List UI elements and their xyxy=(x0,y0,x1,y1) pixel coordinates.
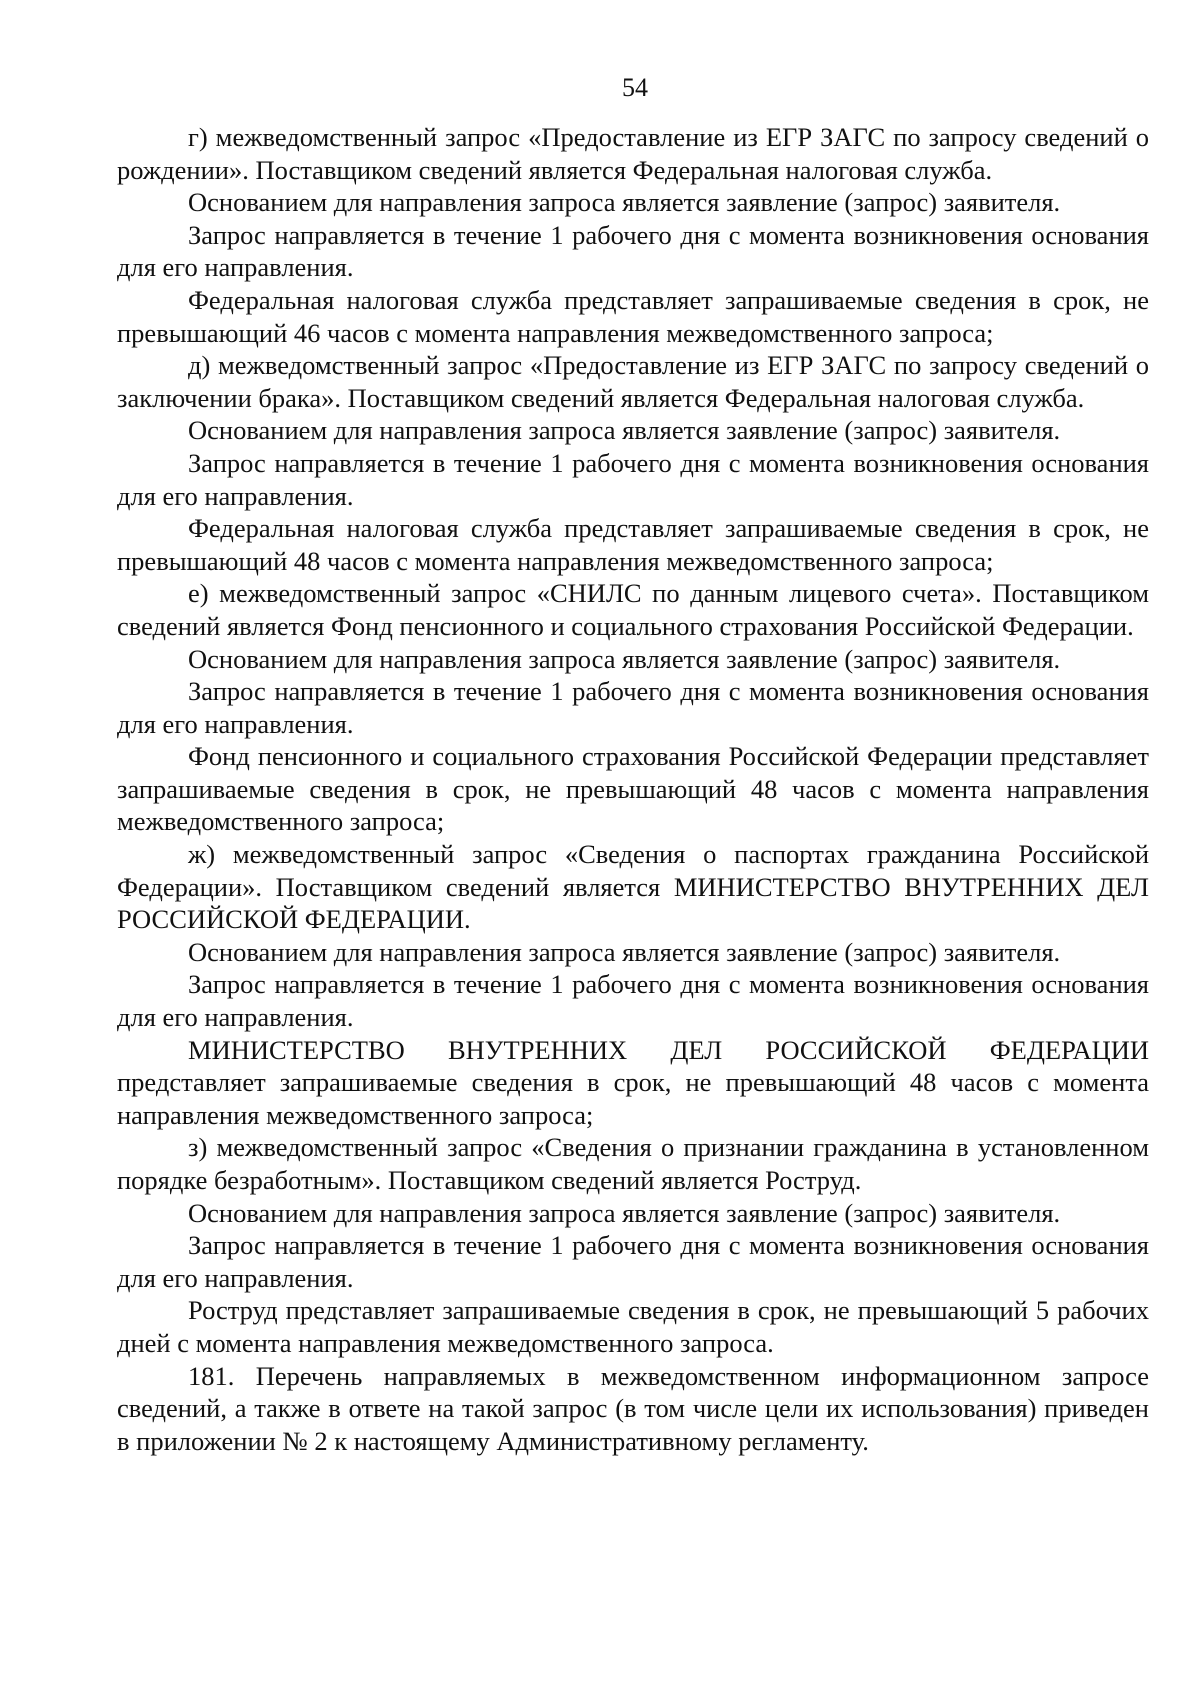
paragraph-basis: Основанием для направления запроса является заявление (запрос) заявителя. xyxy=(188,936,1061,967)
paragraph-response: Роструд представляет запрашиваемые сведения в срок, не превышающий 5 рабочих дней с момента направления межведомственного запроса. xyxy=(117,1295,1149,1358)
paragraph-basis: Основанием для направления запроса является заявление (запрос) заявителя. xyxy=(188,643,1061,674)
paragraph-181: 181. Перечень направляемых в межведомственном информационном запросе сведений, а также в ответе на такой запрос (в том числе цели их использования) приведен в приложении № 2 к настоящему Административному регламенту. xyxy=(117,1360,1149,1456)
paragraph-request-g: г) межведомственный запрос «Предоставление из ЕГР ЗАГС по запросу сведений о рождении». Поставщиком сведений является Федеральная налоговая служба. xyxy=(117,122,1149,185)
paragraph-basis: Основанием для направления запроса является заявление (запрос) заявителя. xyxy=(188,187,1061,218)
paragraph-timing: Запрос направляется в течение 1 рабочего дня с момента возникновения основания для его направления. xyxy=(117,676,1149,739)
paragraph-response: МИНИСТЕРСТВО ВНУТРЕННИХ ДЕЛ РОССИЙСКОЙ ФЕДЕРАЦИИ представляет запрашиваемые сведения в срок, не превышающий 48 часов с момента направления межведомственного запроса; xyxy=(117,1034,1149,1130)
paragraph-request-zh: ж) межведомственный запрос «Сведения о паспортах гражданина Российской Федерации». Поставщиком сведений является МИНИСТЕРСТВО ВНУТРЕННИХ ДЕЛ РОССИЙСКОЙ ФЕДЕРАЦИИ. xyxy=(117,839,1149,935)
paragraph-request-e: е) межведомственный запрос «СНИЛС по данным лицевого счета». Поставщиком сведений является Фонд пенсионного и социального страхования Российской Федерации. xyxy=(117,578,1149,641)
paragraph-timing: Запрос направляется в течение 1 рабочего дня с момента возникновения основания для его направления. xyxy=(117,219,1149,283)
paragraph-request-z: з) межведомственный запрос «Сведения о признании гражданина в установленном порядке безработным». Поставщиком сведений является Роструд. xyxy=(117,1132,1149,1195)
paragraph-basis: Основанием для направления запроса является заявление (запрос) заявителя. xyxy=(188,415,1061,446)
paragraph-response: Фонд пенсионного и социального страхования Российской Федерации представляет запрашиваемые сведения в срок, не превышающий 48 часов с момента направления межведомственного запроса; xyxy=(117,741,1149,837)
paragraph-basis: Основанием для направления запроса является заявление (запрос) заявителя. xyxy=(188,1197,1061,1228)
paragraph-timing: Запрос направляется в течение 1 рабочего дня с момента возникновения основания для его направления. xyxy=(117,1230,1149,1293)
paragraph-request-d: д) межведомственный запрос «Предоставление из ЕГР ЗАГС по запросу сведений о заключении брака». Поставщиком сведений является Федеральная налоговая служба. xyxy=(117,350,1149,413)
paragraph-timing: Запрос направляется в течение 1 рабочего дня с момента возникновения основания для его направления. xyxy=(117,447,1149,511)
paragraph-response: Федеральная налоговая служба представляет запрашиваемые сведения в срок, не превышающий 48 часов с момента направления межведомственного запроса; xyxy=(117,513,1149,576)
paragraph-timing: Запрос направляется в течение 1 рабочего дня с момента возникновения основания для его направления. xyxy=(117,969,1149,1033)
page-number: 54 xyxy=(622,73,648,102)
paragraph-response: Федеральная налоговая служба представляет запрашиваемые сведения в срок, не превышающий 46 часов с момента направления межведомственного запроса; xyxy=(117,284,1149,348)
document-body xyxy=(117,121,1149,1457)
